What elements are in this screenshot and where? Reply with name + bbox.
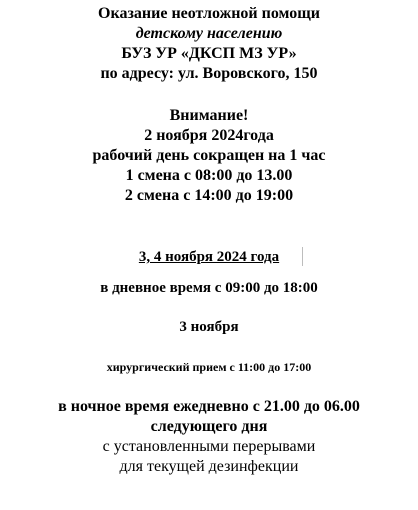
- header-organization: БУЗ УР «ДКСП МЗ УР»: [121, 45, 297, 62]
- shift-1-hours: 1 смена с 08:00 до 13.00: [125, 167, 293, 184]
- holiday-dates: 3, 4 ноября 2024 года: [138, 249, 280, 265]
- header-address: по адресу: ул. Воровского, 150: [100, 65, 318, 82]
- surgical-reception-hours: хирургический прием с 11:00 до 17:00: [106, 360, 312, 374]
- night-hours-next-day: следующего дня: [150, 418, 268, 435]
- daytime-hours: в дневное время с 09:00 до 18:00: [100, 280, 318, 296]
- text-cursor-mark: [302, 247, 303, 266]
- shift-2-hours: 2 смена с 14:00 до 19:00: [124, 187, 294, 204]
- breaks-text: с установленными перерывами: [102, 438, 316, 455]
- header-title: Оказание неотложной помощи: [98, 5, 320, 22]
- disinfection-text: для текущей дезинфекции: [119, 458, 299, 475]
- notice-date: 2 ноября 2024года: [144, 127, 274, 144]
- night-hours: в ночное время ежедневно с 21.00 до 06.00: [58, 398, 360, 415]
- shortened-day-text: рабочий день сокращен на 1 час: [92, 147, 326, 164]
- header-audience: детскому населению: [135, 25, 283, 42]
- november-3-heading: 3 ноября: [179, 319, 239, 335]
- attention-heading: Внимание!: [169, 107, 249, 124]
